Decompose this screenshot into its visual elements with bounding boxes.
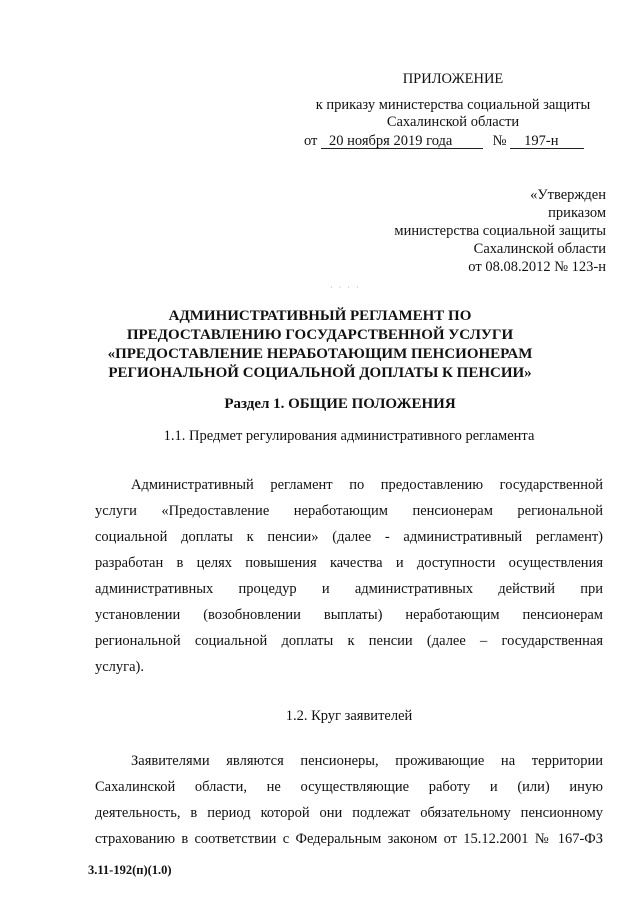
- para1-line-5: административных процедур и административных действий при: [95, 581, 603, 597]
- para1-line-2: услуги «Предоставление неработающим пенсионерам региональной: [95, 503, 603, 519]
- para2-line-2: Сахалинской области, не осуществляющие работу и (или) иную: [95, 779, 603, 795]
- para2-line-3: деятельность, в период которой они подлежат обязательному пенсионному: [95, 805, 603, 821]
- para1-line-1: Административный регламент по предоставлению государственной: [131, 477, 603, 493]
- appendix-line-1: к приказу министерства социальной защиты: [315, 97, 591, 113]
- para1-line-3: социальной доплаты к пенсии» (далее - административный регламент): [95, 529, 603, 545]
- para1-line-7: региональной социальной доплаты к пенсии (далее – государственная: [95, 633, 603, 649]
- title-line-2: ПРЕДОСТАВЛЕНИЮ ГОСУДАРСТВЕННОЙ УСЛУГИ: [126, 327, 514, 343]
- para1-line-6: установлении (возобновлении выплаты) неработающим пенсионерам: [95, 607, 603, 623]
- approved-line-4: Сахалинской области: [473, 241, 606, 257]
- subsection-1-2: 1.2. Круг заявителей: [285, 708, 413, 724]
- document-code: 3.11-192(п)(1.0): [88, 863, 172, 877]
- order-number: 197-н: [510, 134, 584, 149]
- appendix-line-2: Сахалинской области: [386, 114, 520, 130]
- section-heading: Раздел 1. ОБЩИЕ ПОЛОЖЕНИЯ: [224, 396, 456, 412]
- appendix-title: ПРИЛОЖЕНИЕ: [402, 71, 504, 87]
- para2-line-4: страхованию в соответствии с Федеральным законом от 15.12.2001 № 167-ФЗ: [95, 831, 603, 847]
- para1-line-4: разработан в целях повышения качества и доступности осуществления: [95, 555, 603, 571]
- order-date-line: [304, 133, 584, 150]
- scan-noise: · · · ·: [330, 283, 361, 292]
- order-date: 20 ноября 2019 года: [321, 134, 483, 149]
- approved-line-2: приказом: [548, 205, 606, 221]
- approved-line-5: от 08.08.2012 № 123-н: [468, 259, 606, 275]
- para2-line-1: Заявителями являются пенсионеры, проживающие на территории: [131, 753, 603, 769]
- para1-line-8: услуга).: [95, 659, 145, 675]
- title-line-1: АДМИНИСТРАТИВНЫЙ РЕГЛАМЕНТ ПО: [168, 308, 472, 324]
- approved-line-1: «Утвержден: [530, 187, 606, 203]
- approved-line-3: министерства социальной защиты: [394, 223, 606, 239]
- title-line-3: «ПРЕДОСТАВЛЕНИЕ НЕРАБОТАЮЩИМ ПЕНСИОНЕРАМ: [107, 346, 533, 362]
- subsection-1-1: 1.1. Предмет регулирования административного регламента: [163, 428, 535, 444]
- number-label: №: [492, 133, 507, 149]
- document-title: [95, 307, 545, 383]
- from-label: от: [304, 133, 318, 149]
- title-line-4: РЕГИОНАЛЬНОЙ СОЦИАЛЬНОЙ ДОПЛАТЫ К ПЕНСИИ»: [108, 365, 532, 381]
